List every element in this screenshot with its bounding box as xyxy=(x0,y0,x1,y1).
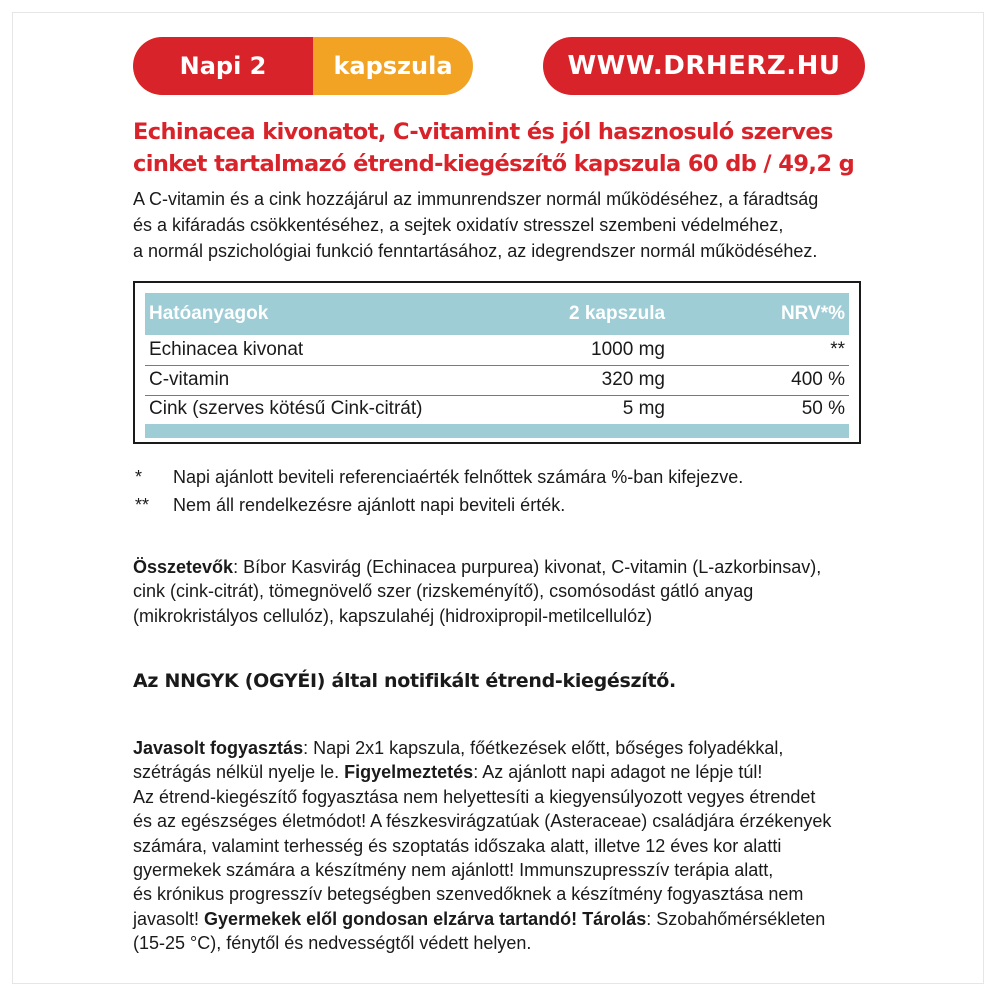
table-row xyxy=(145,335,849,366)
storage-label: Tárolás xyxy=(582,908,647,929)
usage-section xyxy=(133,736,873,956)
ingredient-amount: 1000 mg xyxy=(591,339,665,360)
usage-text: : Szobahőmérsékleten xyxy=(646,908,826,929)
usage-text: és krónikus progresszív betegségben szenvedőknek a készítmény fogyasztása nem xyxy=(133,884,804,905)
notification-statement: Az NNGYK (OGYÉI) által notifikált étrend-kiegészítő. xyxy=(133,670,676,692)
footnote-text: Napi ajánlott beviteli referenciaérték felnőttek számára %-ban kifejezve. xyxy=(173,467,744,487)
children-warning: Gyermekek elől gondosan elzárva tartandó! xyxy=(204,908,578,929)
header-dose: 2 kapszula xyxy=(569,303,666,324)
ingredients-label: Összetevők xyxy=(133,557,234,577)
table-header-row xyxy=(145,293,849,335)
usage-text: és az egészséges életmódot! A fészkesvirágzatúak (Asteraceae) családjára érzékenyek xyxy=(133,811,832,832)
nutrition-table xyxy=(133,281,861,444)
usage-text: Az étrend-kiegészítő fogyasztása nem helyettesíti a kiegyensúlyozott vegyes étrendet xyxy=(133,786,816,807)
table-row xyxy=(145,394,849,425)
warning-label: Figyelmeztetés xyxy=(344,762,474,783)
footnote-mark: * xyxy=(135,467,143,487)
health-claims xyxy=(133,186,873,264)
daily-dose-badge xyxy=(133,37,473,95)
ingredient-nrv: 400 % xyxy=(791,369,845,390)
usage-text: (15-25 °C), fénytől és nedvességtől védett helyen. xyxy=(133,933,532,954)
website-badge[interactable]: WWW.DRHERZ.HU xyxy=(543,37,865,95)
claim-line: a normál pszichológiai funkció fenntartásához, az idegrendszer normál működéséhez. xyxy=(133,241,818,261)
footnote xyxy=(135,493,565,517)
usage-text: számára, valamint terhesség és szoptatás időszaka alatt, illetve 12 éves kor alatti xyxy=(133,835,782,856)
ingredient-name: C-vitamin xyxy=(149,369,230,390)
product-headline xyxy=(133,116,873,180)
claim-line: A C-vitamin és a cink hozzájárul az immunrendszer normál működéséhez, a fáradtság xyxy=(133,189,819,209)
usage-text: : Napi 2x1 kapszula, főétkezések előtt, bőséges folyadékkal, xyxy=(303,738,784,758)
table-row xyxy=(145,365,849,396)
ingredients-text: : Bíbor Kasvirág (Echinacea purpurea) kivonat, C-vitamin (L-azkorbinsav), xyxy=(233,557,822,577)
ingredient-nrv: 50 % xyxy=(801,398,845,419)
ingredient-nrv: ** xyxy=(830,339,845,360)
usage-text: gyermekek számára a készítmény nem ajánlott! Immunszupresszív terápia alatt, xyxy=(133,860,774,881)
ingredients-text: cink (cink-citrát), tömegnövelő szer (rizskeményítő), csomósodást gátló anyag xyxy=(133,581,754,602)
headline-line: Echinacea kivonatot, C-vitamint és jól hasznosuló szerves xyxy=(133,119,833,145)
usage-text: szétrágás nélkül nyelje le. xyxy=(133,762,345,783)
dose-count: Napi 2 xyxy=(133,37,313,95)
header-nrv: NRV*% xyxy=(780,303,845,324)
footnote xyxy=(135,465,743,489)
ingredient-name: Echinacea kivonat xyxy=(149,339,304,360)
claim-line: és a kifáradás csökkentéséhez, a sejtek oxidatív stresszel szembeni védelméhez, xyxy=(133,215,784,235)
ingredient-name: Cink (szerves kötésű Cink-citrát) xyxy=(149,398,423,419)
usage-text: : Az ajánlott napi adagot ne lépje túl! xyxy=(473,762,763,783)
ingredient-amount: 5 mg xyxy=(622,398,665,419)
ingredients-text: (mikrokristályos cellulóz), kapszulahéj (hidroxipropil-metilcellulóz) xyxy=(133,605,653,626)
footnote-text: Nem áll rendelkezésre ajánlott napi beviteli érték. xyxy=(173,495,566,515)
usage-label: Javasolt fogyasztás xyxy=(133,738,304,758)
header-active-ingredients: Hatóanyagok xyxy=(149,303,269,324)
usage-text: javasolt! xyxy=(133,908,205,929)
dose-unit: kapszula xyxy=(333,52,453,80)
ingredient-amount: 320 mg xyxy=(601,369,665,390)
ingredients-section xyxy=(133,555,873,628)
footnote-mark: ** xyxy=(135,495,150,515)
headline-line: cinket tartalmazó étrend-kiegészítő kapszula 60 db / 49,2 g xyxy=(133,151,855,177)
table-footer-bar xyxy=(145,424,849,438)
